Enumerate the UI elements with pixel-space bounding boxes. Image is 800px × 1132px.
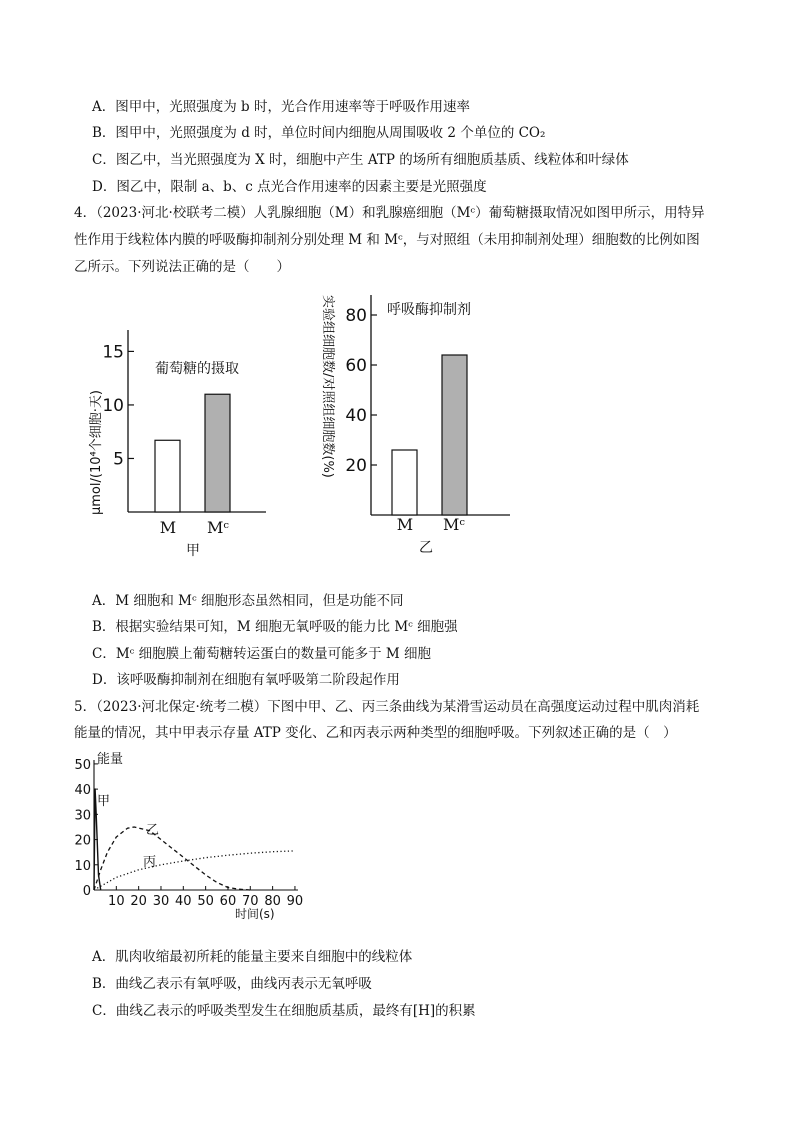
- x-tick-label: 20: [130, 894, 147, 909]
- chart-yi-title: 呼吸酶抑制剂: [387, 302, 471, 318]
- x-tick-label: 60: [219, 894, 237, 909]
- chart-jia-yticks: [102, 342, 134, 469]
- y-tick-label: 40: [74, 783, 91, 799]
- chart-energy-ylabel: 能量: [97, 752, 124, 767]
- series-label-jia: 甲: [97, 794, 111, 809]
- chart-jia-cat-mc: Mᶜ: [207, 518, 229, 537]
- q4-option-d: D．该呼吸酶抑制剂在细胞有氧呼吸第二阶段起作用: [92, 672, 400, 688]
- q4-stem-line-3: 乙所示。下列说法正确的是（ ）: [74, 259, 290, 275]
- bar-mc: [442, 355, 467, 515]
- chart-yi-yticks: [345, 306, 377, 476]
- q5-stem-line-2: 能量的情况，其中甲表示存量 ATP 变化、乙和丙表示两种类型的细胞呼吸。下列叙述正确的是（ ）: [74, 725, 677, 741]
- chart-yi-cat-m: M: [396, 515, 414, 534]
- q4-stem-line-2: 性作用于线粒体内膜的呼吸酶抑制剂分别处理 M 和 Mᶜ，与对照组（未用抑制剂处理）细胞数的比例如图: [74, 232, 700, 248]
- y-tick-label: 40: [345, 406, 367, 426]
- series-line-2: [94, 851, 295, 890]
- q4-stem-line-1: 4．（2023·河北·校联考二模）人乳腺细胞（M）和乳腺癌细胞（Mᶜ）葡萄糖摄取情况如图甲所示，用特异: [74, 205, 705, 221]
- chart-jia-title: 葡萄糖的摄取: [155, 361, 239, 377]
- y-tick-label: 50: [74, 757, 91, 773]
- series-label-yi: 乙: [146, 823, 160, 838]
- y-tick-label: 0: [82, 884, 91, 899]
- chart-jia-panel-label: 甲: [186, 543, 200, 559]
- chart-yi-ylabel: 实验组细胞数/对照组细胞数(%): [320, 295, 335, 478]
- x-tick-label: 40: [175, 894, 192, 909]
- series-label-bing: 丙: [143, 855, 157, 870]
- series-line-1: [94, 827, 250, 890]
- y-tick-label: 15: [102, 342, 124, 363]
- chart-glucose-uptake: [80, 300, 280, 570]
- chart-energy-ticks: [74, 758, 303, 909]
- q3-option-c: C．图乙中，当光照强度为 X 时，细胞中产生 ATP 的场所有细胞质基质、线粒体和叶绿体: [92, 152, 629, 168]
- q3-option-b: B．图甲中，光照强度为 d 时，单位时间内细胞从周围吸收 2 个单位的 CO₂: [92, 125, 546, 141]
- x-tick-label: 50: [197, 894, 214, 909]
- y-tick-label: 60: [345, 356, 367, 376]
- q4-option-c: C．Mᶜ 细胞膜上葡萄糖转运蛋白的数量可能多于 M 细胞: [92, 646, 432, 662]
- q3-option-d: D．图乙中，限制 a、b、c 点光合作用速率的因素主要是光照强度: [92, 179, 487, 195]
- x-tick-label: 70: [242, 894, 259, 909]
- q5-option-b: B．曲线乙表示有氧呼吸，曲线丙表示无氧呼吸: [92, 976, 372, 992]
- x-tick-label: 10: [108, 894, 125, 909]
- y-tick-label: 10: [74, 858, 91, 874]
- x-tick-label: 90: [286, 894, 304, 909]
- q5-option-a: A．肌肉收缩最初所耗的能量主要来自细胞中的线粒体: [92, 949, 413, 965]
- q4-option-b: B．根据实验结果可知，M 细胞无氧呼吸的能力比 Mᶜ 细胞强: [92, 619, 458, 635]
- y-tick-label: 5: [113, 449, 124, 470]
- y-tick-label: 20: [74, 833, 91, 849]
- chart-jia-bars: [155, 394, 230, 512]
- q5-stem-line-1: 5．（2023·河北保定·统考二模）下图中甲、乙、丙三条曲线为某滑雪运动员在高强度运动过程中肌肉消耗: [74, 699, 700, 715]
- chart-energy: [70, 748, 310, 926]
- y-tick-label: 20: [345, 456, 367, 476]
- chart-jia-axes: [128, 330, 266, 512]
- x-tick-label: 80: [264, 894, 281, 909]
- bar-m: [392, 450, 417, 515]
- bar-m: [155, 440, 180, 512]
- bar-mc: [205, 394, 230, 512]
- y-tick-label: 10: [102, 395, 124, 416]
- q3-option-a: A．图甲中，光照强度为 b 时，光合作用速率等于呼吸作用速率: [92, 99, 470, 115]
- q4-option-a: A．M 细胞和 Mᶜ 细胞形态虽然相同，但是功能不同: [92, 593, 404, 609]
- y-tick-label: 30: [74, 808, 91, 824]
- chart-inhibitor: [315, 290, 520, 560]
- chart-yi-cat-mc: Mᶜ: [443, 515, 465, 534]
- x-tick-label: 30: [152, 894, 170, 909]
- chart-energy-xlabel: 时间(s): [235, 907, 275, 921]
- chart-jia-cat-m: M: [159, 518, 177, 537]
- chart-energy-axes: [94, 760, 298, 890]
- chart-jia-ylabel: μmol/(10⁴个细胞·天): [89, 390, 104, 515]
- q5-option-c: C．曲线乙表示的呼吸类型发生在细胞质基质，最终有[H]的积累: [92, 1003, 476, 1019]
- chart-yi-panel-label: 乙: [419, 540, 433, 556]
- y-tick-label: 80: [345, 306, 367, 326]
- chart-yi-bars: [392, 355, 467, 515]
- chart-energy-series: [94, 789, 295, 890]
